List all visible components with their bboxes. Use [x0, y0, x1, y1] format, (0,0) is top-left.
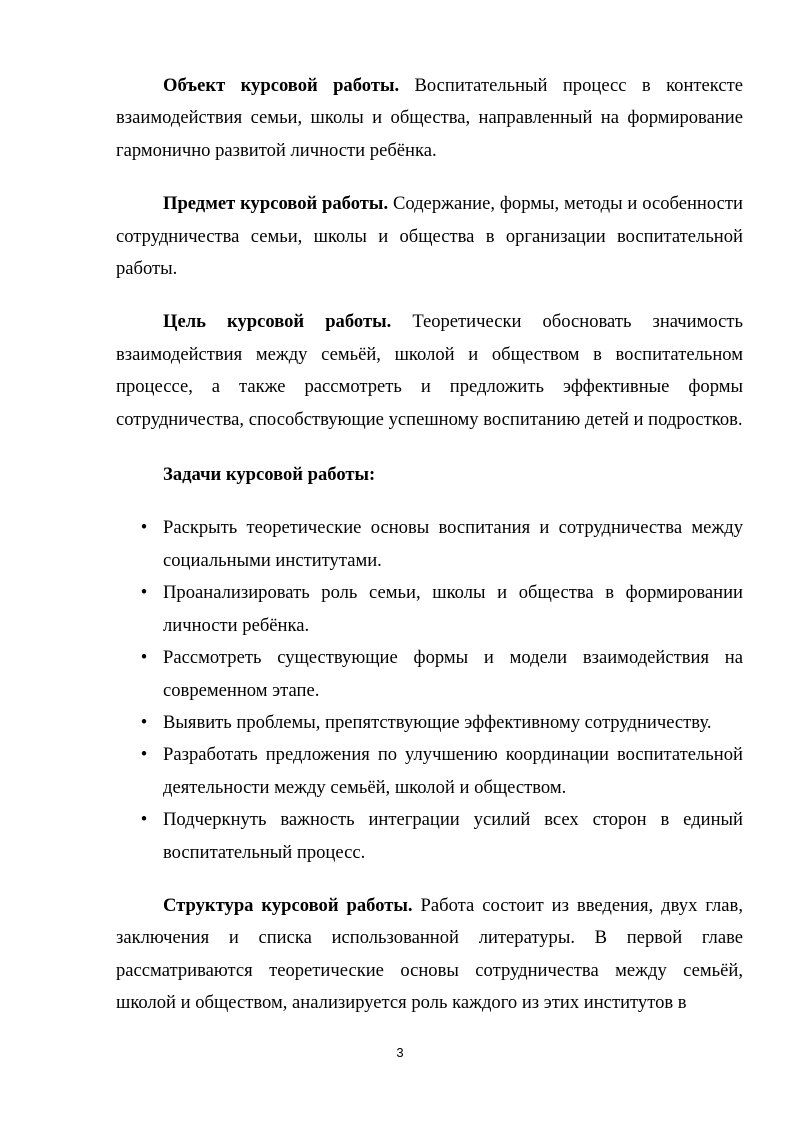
bullet-icon: •	[140, 744, 148, 766]
list-item	[116, 512, 743, 577]
task-text: Рассмотреть существующие формы и модели взаимодействия на современном этапе.	[163, 647, 743, 701]
paragraph-goal	[116, 306, 743, 436]
structure-text: Работа состоит из введения, двух глав, заключения и списка использованной литературы. В первой главе рассматриваются теоретические основы сотрудничества между семьёй, школой и обществом, анализируется роль каждого из этих институтов в	[116, 894, 743, 1014]
subject-text: Содержание, формы, методы и особенности сотрудничества семьи, школы и общества в организации воспитательной работы.	[116, 193, 743, 280]
goal-text: Теоретически обосновать значимость взаимодействия между семьёй, школой и обществом в воспитательном процессе, а также рассмотреть и предложить эффективные формы сотрудничества, способствующие успешному воспитанию детей и подростков.	[116, 311, 743, 430]
list-item	[116, 739, 743, 804]
task-text: Раскрыть теоретические основы воспитания и сотрудничества между социальными институтами.	[163, 517, 743, 571]
paragraph-subject	[116, 188, 743, 285]
tasks-heading: Задачи курсовой работы:	[163, 464, 376, 486]
bullet-icon: •	[140, 809, 148, 831]
goal-label: Цель курсовой работы.	[163, 311, 392, 333]
task-text: Проанализировать роль семьи, школы и общества в формировании личности ребёнка.	[163, 582, 743, 636]
bullet-icon: •	[140, 711, 148, 733]
object-text: Воспитательный процесс в контексте взаимодействия семьи, школы и общества, направленный на формирование гармонично развитой личности ребёнка.	[116, 75, 743, 161]
subject-label: Предмет курсовой работы.	[163, 193, 389, 215]
structure-label: Структура курсовой работы.	[163, 894, 413, 916]
paragraph-structure	[116, 890, 743, 1020]
list-item	[116, 642, 743, 707]
bullet-icon: •	[140, 647, 148, 669]
task-text: Разработать предложения по улучшению координации воспитательной деятельности между семьёй, школой и обществом.	[163, 744, 743, 798]
object-label: Объект курсовой работы.	[163, 75, 400, 96]
bullet-icon: •	[140, 517, 148, 539]
list-item	[116, 804, 743, 869]
task-text: Подчеркнуть важность интеграции усилий всех сторон в единый воспитательный процесс.	[163, 809, 743, 863]
tasks-list	[116, 512, 743, 868]
bullet-icon: •	[140, 582, 148, 604]
document-page	[116, 70, 743, 1020]
list-item	[116, 577, 743, 642]
paragraph-object	[116, 70, 743, 167]
list-item	[116, 707, 743, 739]
task-text: Выявить проблемы, препятствующие эффективному сотрудничеству.	[163, 711, 712, 733]
page-number: 3	[396, 1045, 404, 1060]
